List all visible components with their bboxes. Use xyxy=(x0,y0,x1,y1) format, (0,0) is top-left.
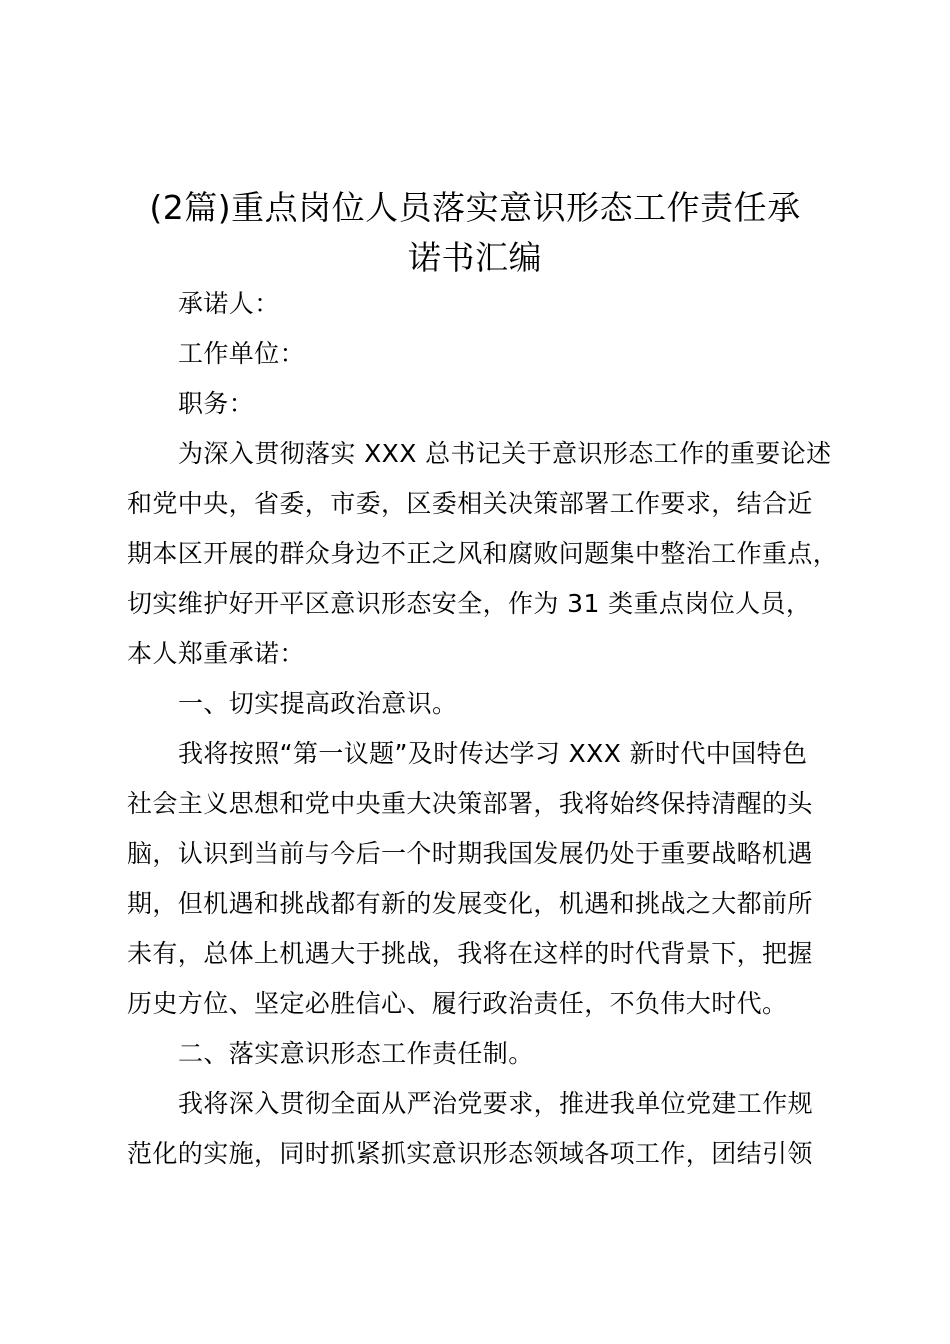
promisor-label: 承诺人： xyxy=(178,289,280,318)
intro-line-5: 本人郑重承诺： xyxy=(127,639,305,668)
section-2-heading: 二、落实意识形态工作责任制。 xyxy=(178,1039,534,1068)
document-title xyxy=(100,183,850,283)
intro-line-2: 和党中央，省委，市委，区委相关决策部署工作要求，结合近 xyxy=(127,489,813,518)
section-2-line-2: 范化的实施，同时抓紧抓实意识形态领域各项工作，团结引领 xyxy=(127,1139,813,1168)
intro-line-4: 切实维护好开平区意识形态安全，作为 31 类重点岗位人员， xyxy=(127,589,812,618)
section-1-line-5: 未有，总体上机遇大于挑战，我将在这样的时代背景下，把握 xyxy=(127,939,813,968)
intro-line-3: 期本区开展的群众身边不正之风和腐败问题集中整治工作重点， xyxy=(127,539,839,568)
intro-line-1: 为深入贯彻落实 XXX 总书记关于意识形态工作的重要论述 xyxy=(178,439,832,468)
section-2-line-1: 我将深入贯彻全面从严治党要求，推进我单位党建工作规 xyxy=(178,1089,814,1118)
section-1-line-4: 期，但机遇和挑战都有新的发展变化，机遇和挑战之大都前所 xyxy=(127,889,813,918)
section-1-line-3: 脑，认识到当前与今后一个时期我国发展仍处于重要战略机遇 xyxy=(127,839,813,868)
title-line-2: 诺书汇编 xyxy=(408,238,542,277)
section-1-heading: 一、切实提高政治意识。 xyxy=(178,689,458,718)
position-label: 职务： xyxy=(178,389,255,418)
work-unit-label: 工作单位： xyxy=(178,339,306,368)
title-line-1: (2篇)重点岗位人员落实意识形态工作责任承 xyxy=(149,188,801,227)
section-1-line-6: 历史方位、坚定必胜信心、履行政治责任，不负伟大时代。 xyxy=(127,989,788,1018)
section-1-line-1: 我将按照“第一议题”及时传达学习 XXX 新时代中国特色 xyxy=(178,739,808,768)
section-1-line-2: 社会主义思想和党中央重大决策部署，我将始终保持清醒的头 xyxy=(127,789,813,818)
